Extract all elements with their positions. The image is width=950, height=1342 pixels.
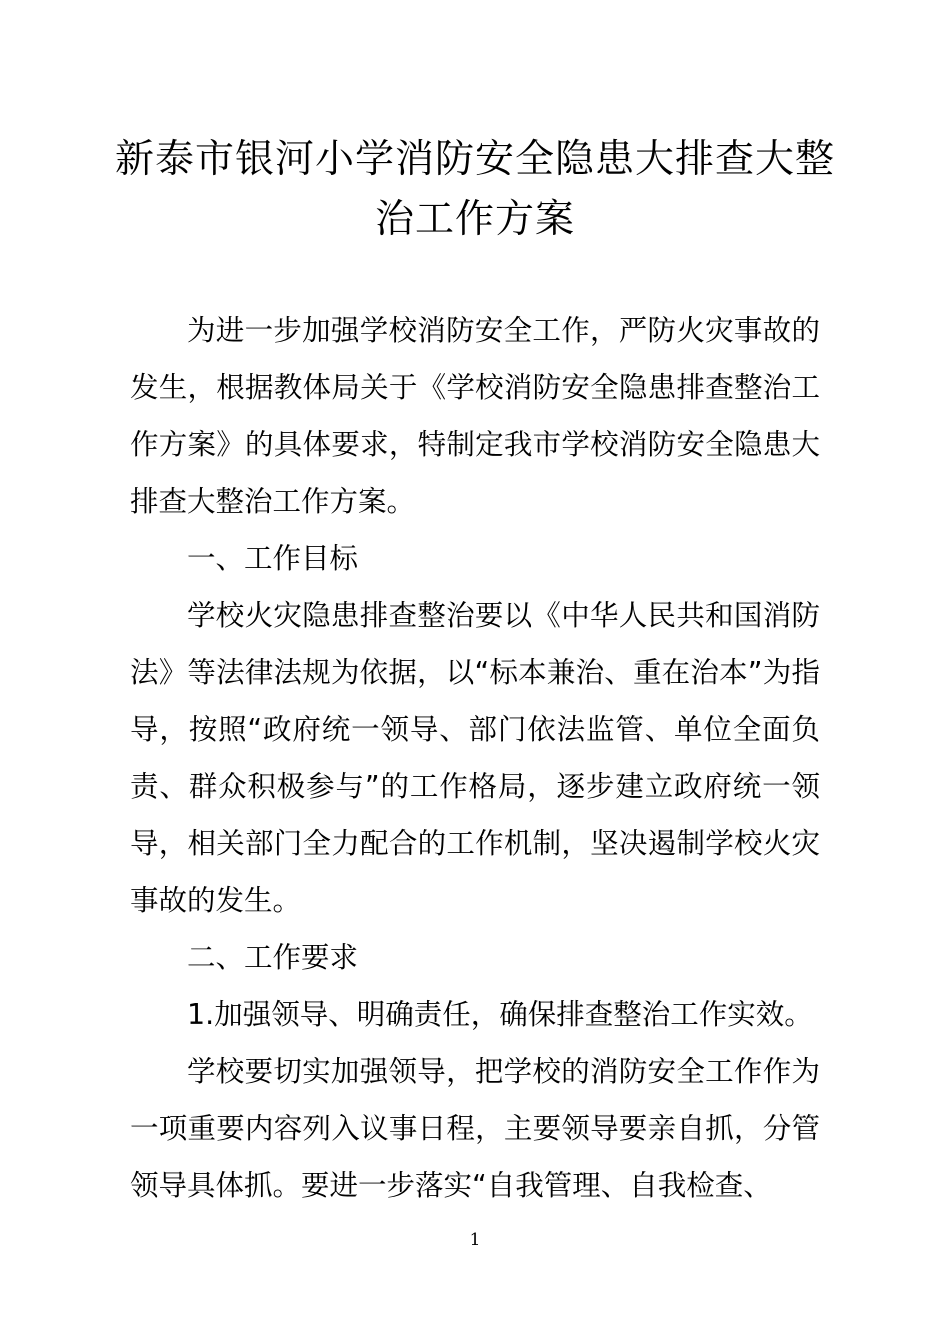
section-heading-requirements: 二、工作要求 bbox=[187, 941, 359, 974]
page-number: 1 bbox=[469, 1230, 481, 1250]
requirement-item-1: 1.加强领导、明确责任，确保排查整治工作实效。 bbox=[187, 998, 813, 1031]
section-heading-goals: 一、工作目标 bbox=[187, 542, 359, 575]
requirement-paragraph: 学校要切实加强领导，把学校的消防安全工作作为一项重要内容列入议事日程，主要领导要亲自抓，分管领导具体抓。要进一步落实“自我管理、自我检查、 bbox=[130, 1055, 820, 1202]
document-title: 新泰市银河小学消防安全隐患大排查大整治工作方案 bbox=[114, 137, 835, 242]
goals-paragraph: 学校火灾隐患排查整治要以《中华人民共和国消防法》等法律法规为依据，以“标本兼治、重在治本”为指导，按照“政府统一领导、部门依法监管、单位全面负责、群众积极参与”的工作格局，逐步建立政府统一领导，相关部门全力配合的工作机制，坚决遏制学校火灾事故的发生。 bbox=[130, 599, 820, 917]
document-body bbox=[130, 302, 820, 1214]
intro-paragraph: 为进一步加强学校消防安全工作，严防火灾事故的发生，根据教体局关于《学校消防安全隐患排查整治工作方案》的具体要求，特制定我市学校消防安全隐患大排查大整治工作方案。 bbox=[130, 314, 820, 518]
